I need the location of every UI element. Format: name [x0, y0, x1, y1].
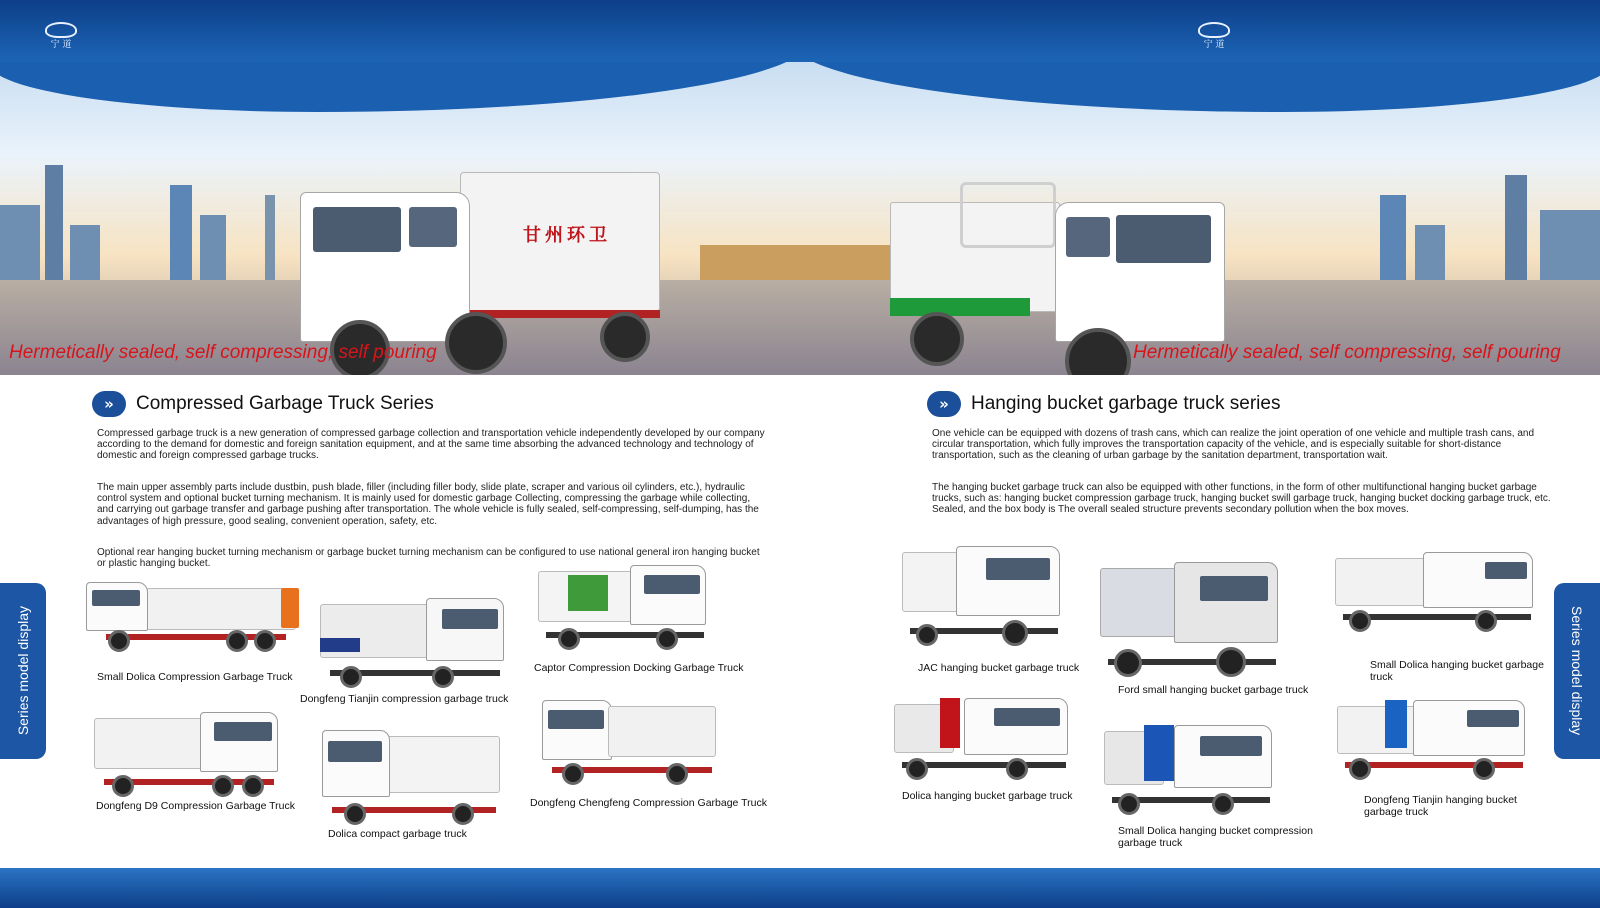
product-image	[1335, 552, 1535, 632]
right-section-heading	[927, 391, 1280, 417]
wheel	[910, 312, 964, 366]
side-window	[409, 207, 457, 247]
right-paragraph-2: The hanging bucket garbage truck can also be equipped with other functions, in the form of other multifunctional hanging bucket garbage trucks, such as: hanging bucket compression garbage truck, hanging bucket swill garbage truck, hanging bucket docking garbage truck, etc. Sealed, and the box body is The overall sealed structure prevents secondary pollution when the box moves.	[932, 482, 1551, 516]
city-building	[170, 185, 192, 295]
windshield	[313, 207, 401, 252]
left-paragraph-3: Optional rear hanging bucket turning mechanism or garbage bucket turning mechanism can be configured to use national general iron hanging bucket or plastic hanging bucket.	[97, 547, 760, 570]
truck-cab	[300, 192, 470, 342]
slogan-left: Hermetically sealed, self compressing, self pouring	[9, 342, 437, 363]
logo-text: 宁 道	[50, 40, 72, 50]
truck-body-green-stripe	[890, 298, 1030, 316]
product-caption: Dongfeng Tianjin compression garbage truck	[300, 693, 509, 705]
slogan-right: Hermetically sealed, self compressing, self pouring	[1133, 342, 1561, 363]
double-chevron-icon: »	[92, 391, 126, 417]
product-caption: Captor Compression Docking Garbage Truck	[534, 662, 744, 674]
product-caption: JAC hanging bucket garbage truck	[918, 662, 1080, 674]
product-caption: Dolica compact garbage truck	[328, 828, 467, 840]
product-caption: Small Dolica hanging bucket garbage truck	[1370, 659, 1544, 683]
product-image	[542, 700, 718, 785]
product-image	[902, 546, 1062, 646]
product-image	[894, 698, 1070, 780]
product-image	[322, 730, 502, 825]
section-title: Hanging bucket garbage truck series	[971, 393, 1281, 414]
side-tab-right	[1554, 583, 1600, 759]
logo-mark-icon	[45, 22, 77, 38]
logo-text: 宁 道	[1203, 40, 1225, 50]
side-window	[1066, 217, 1110, 257]
truck-body-text: 甘州环卫	[523, 225, 611, 246]
truck-body	[460, 172, 660, 312]
product-image	[1104, 725, 1274, 815]
product-caption: Ford small hanging bucket garbage truck	[1118, 684, 1309, 696]
left-paragraph-1: Compressed garbage truck is a new generation of compressed garbage collection and transportation vehicle independently developed by our company according to the demand for domestic and foreign sanitation equipment, and at the same time absorbing the advanced technology and technology of domestic and foreign compressed garbage trucks.	[97, 428, 765, 462]
company-logo-left	[44, 22, 78, 52]
product-image	[94, 712, 280, 797]
product-caption: Dongfeng Chengfeng Compression Garbage Truck	[530, 797, 767, 809]
wheel	[600, 312, 650, 362]
product-image	[538, 565, 708, 650]
double-chevron-icon: »	[927, 391, 961, 417]
logo-mark-icon	[1198, 22, 1230, 38]
wheel	[445, 312, 507, 374]
product-image	[86, 582, 300, 652]
product-caption: Dolica hanging bucket garbage truck	[902, 790, 1073, 802]
side-tab-label: Series model display	[1569, 606, 1585, 736]
side-tab-label: Series model display	[15, 606, 31, 736]
product-caption: Dongfeng D9 Compression Garbage Truck	[96, 800, 296, 812]
city-building	[45, 165, 63, 295]
company-logo-right	[1197, 22, 1231, 52]
windshield	[1116, 215, 1211, 263]
lifting-arm	[960, 182, 1056, 248]
right-paragraph-1: One vehicle can be equipped with dozens of trash cans, which can realize the joint operation of one vehicle and multiple trash cans, and circular transportation, which fully improves the transportation capacity of the vehicle, and is especially suitable for short-distance transportation, such as the cleaning of urban garbage by the sanitation department, transportation wait.	[932, 428, 1535, 462]
product-caption: Small Dolica hanging bucket compression garbage truck	[1118, 825, 1313, 849]
section-title: Compressed Garbage Truck Series	[136, 393, 434, 414]
side-tab-left	[0, 583, 46, 759]
left-paragraph-2: The main upper assembly parts include dustbin, push blade, filler (including filler body, slide plate, scraper and various oil cylinders, etc.), hydraulic control system and optional bucket turning mechanism. It is mainly used for domestic garbage Collecting, compressing the garbage while collecting, and carrying out garbage transfer and garbage pushing after transportation. The whole vehicle is fully sealed, self-compressing, self-dumping, has the advantages of high pressure, good sealing, convenient operation, safety, etc.	[97, 482, 759, 527]
product-caption: Dongfeng Tianjin hanging bucket garbage truck	[1364, 794, 1517, 818]
product-image	[1337, 700, 1527, 780]
city-building	[1505, 175, 1527, 295]
product-image	[1100, 562, 1280, 677]
product-caption: Small Dolica Compression Garbage Truck	[97, 671, 293, 683]
left-section-heading	[92, 391, 434, 417]
product-image	[320, 598, 506, 688]
truck-cab	[1055, 202, 1225, 342]
bottom-band	[0, 868, 1600, 908]
hero-banner	[0, 62, 1600, 375]
